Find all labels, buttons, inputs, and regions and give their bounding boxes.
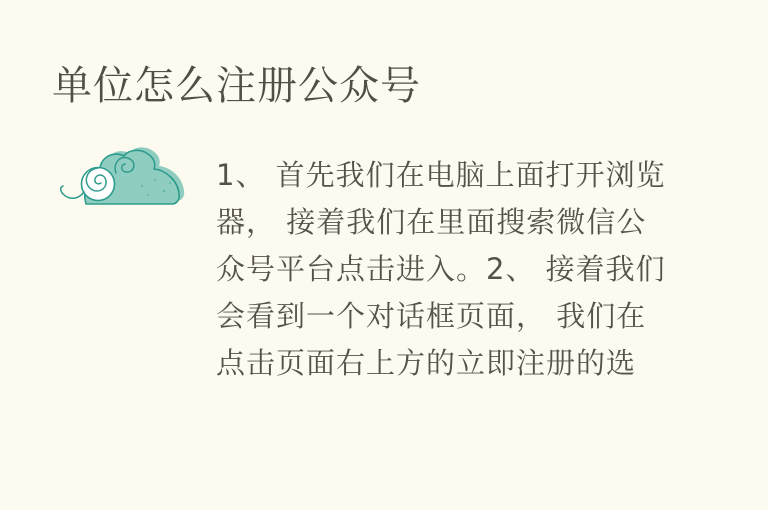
article-text [216,152,676,387]
article-line: 1、 首先我们在电脑上面打开浏览 [216,158,666,192]
cloud-swirl-icon [58,142,190,212]
page-title: 单位怎么注册公众号 [52,63,421,109]
article-line: 器， 接着我们在里面搜索微信公 [216,205,647,239]
article-line: 会看到一个对话框页面， 我们在 [216,299,647,333]
article-line: 点击页面右上方的立即注册的选 [216,346,637,380]
article-line: 众号平台点击进入。2、 接着我们 [216,252,666,286]
